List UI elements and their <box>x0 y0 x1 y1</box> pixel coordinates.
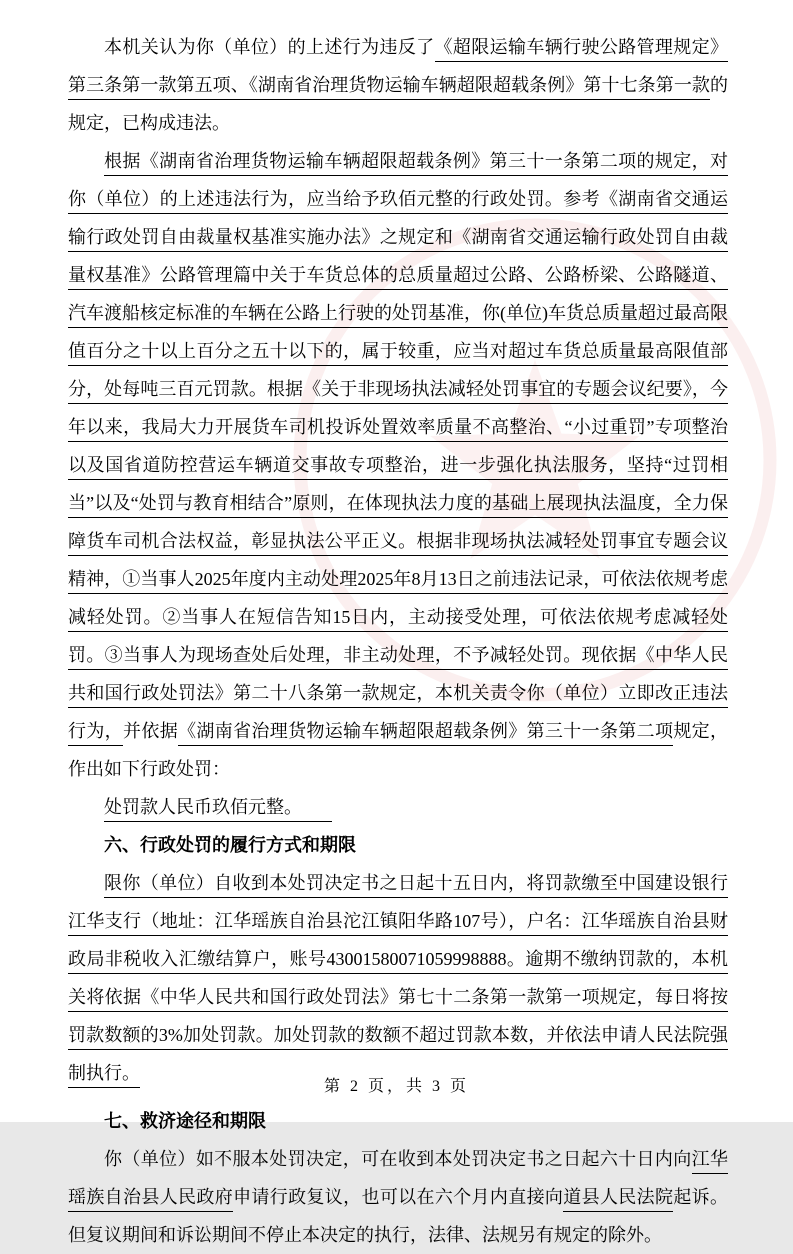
remedies-intro-text: 你（单位）如不服本处罚决定，可在收到本处罚决定书之日起六十日内向 <box>104 1149 692 1169</box>
penalty-amount-text: 处罚款人民币玖佰元整。 <box>104 797 332 822</box>
page-number-text: 第 2 页，共 3 页 <box>323 1078 469 1095</box>
page-footer <box>0 1073 793 1096</box>
penalty-law-reference: 《湖南省治理货物运输车辆超限超载条例》第三十一条第二项 <box>178 721 673 746</box>
section-heading-remedies: 七、救济途径和期限 <box>104 1111 266 1131</box>
section-heading-performance: 六、行政处罚的履行方式和期限 <box>104 835 356 855</box>
document-body <box>68 28 728 1254</box>
paragraph-remedies <box>68 1140 728 1254</box>
court-name: 道县人民法院 <box>563 1187 673 1212</box>
paragraph-payment-terms <box>68 864 728 1092</box>
penalty-basis-closing-text: 规定，作出如下行政处罚： <box>68 721 729 779</box>
finding-conclusion-text: 的规定，已构成违法。 <box>68 75 728 133</box>
penalty-reasoning-filled-text: 根据《湖南省治理货物运输车辆超限超载条例》第三十一条第二项的规定，对你（单位）的上述违法行为，应当给予玖佰元整的行政处罚。参考《湖南省交通运输行政处罚自由裁量权基准实施办法》之规定和《湖南省交通运输行政处罚自由裁量权基准》公路管理篇中关于车货总体的总质量超过公路、公路桥梁、公路隧道、汽车渡船核定标准的车辆在公路上行驶的处罚基准，你(单位)车货总质量超过最高限值百分之十以上百分之五十以下的，属于较重，应当对超过车货总质量最高限值部分，处每吨三百元罚款。根据《关于非现场执法减轻处罚事宜的专题会议纪要》，今年以来，我局大力开展货车司机投诉处置效率质量不高整治、“小过重罚”专项整治以及国省道防控营运车辆道交事故专项整治，进一步强化执法服务，坚持“过罚相当”以及“处罚与教育相结合”原则，在体现执法力度的基础上展现执法温度，全力保障货车司机合法权益，彰显执法公平正义。根据非现场执法减轻处罚事宜专题会议精神，①当事人2025年度内主动处理2025年8月13日之前违法记录，可依法依规考虑减轻处罚。②当事人在短信告知15日内，主动接受处理，可依法依规考虑减轻处罚。③当事人为现场查处后处理，非主动处理，不予减轻处罚。现依据《中华人民共和国行政处罚法》第二十八条第一款规定，本机关责令你（单位）立即改正违法行为， <box>68 151 728 746</box>
penalty-amount-line <box>68 788 728 826</box>
paragraph-violation-finding <box>68 28 728 142</box>
finding-intro-text: 本机关认为你（单位）的上述行为违反了 <box>104 37 435 57</box>
remedies-closing-text: 起诉。但复议期间和诉讼期间不停止本决定的执行，法律、法规另有规定的除外。 <box>68 1187 729 1245</box>
remedies-middle-text: 申请行政复议，也可以在六个月内直接向 <box>233 1187 564 1207</box>
paragraph-penalty-basis <box>68 142 728 788</box>
violated-law-reference: 《超限运输车辆行驶公路管理规定》第三条第一款第五项、《湖南省治理货物运输车辆超限超载条例》第十七条第一款 <box>68 37 728 100</box>
penalty-basis-connector-text: 并依据 <box>123 721 179 741</box>
payment-terms-filled-text: 限你（单位）自收到本处罚决定书之日起十五日内，将罚款缴至中国建设银行江华支行（地址：江华瑶族自治县沱江镇阳华路107号），户名：江华瑶族自治县财政局非税收入汇缴结算户，账号43001580071059998888。逾期不缴纳罚款的，本机关将依据《中华人民共和国行政处罚法》第七十二条第一款第一项规定，每日将按罚款数额的3%加处罚款。加处罚款的数额不超过罚款本数，并依法申请人民法院强制执行。 <box>68 873 728 1088</box>
review-authority-name: 江华瑶族自治县人民政府 <box>68 1149 728 1212</box>
